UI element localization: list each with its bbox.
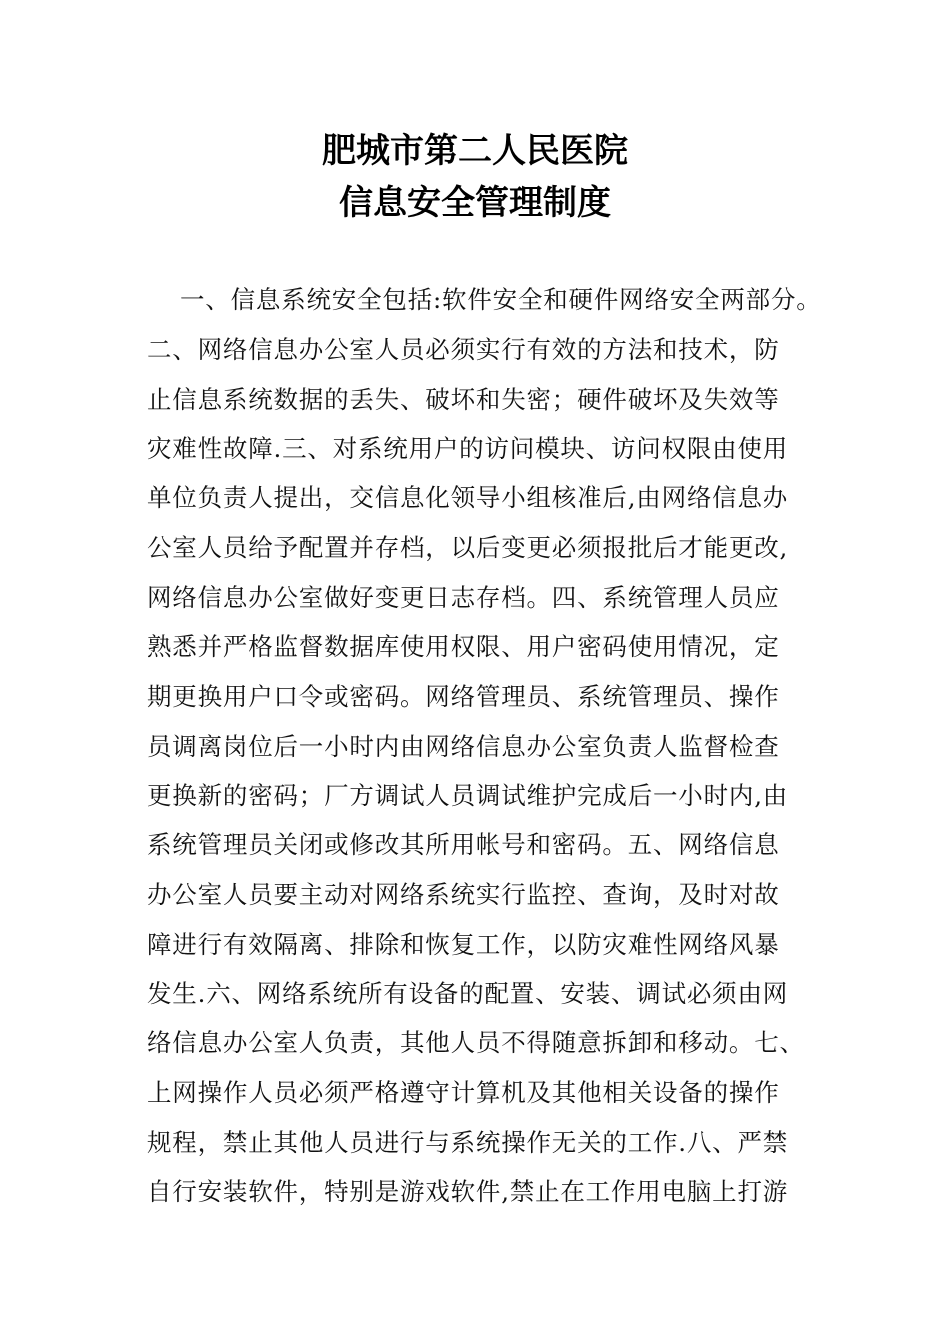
body-line: 期更换用户口令或密码。网络管理员、系统管理员、操作 (147, 682, 780, 711)
body-line: 二、网络信息办公室人员必须实行有效的方法和技术，防 (147, 335, 780, 364)
body-line: 上网操作人员必须严格遵守计算机及其他相关设备的操作 (147, 1078, 780, 1107)
body-line: 员调离岗位后一小时内由网络信息办公室负责人监督检查 (147, 732, 780, 761)
body-line: 一、信息系统安全包括:软件安全和硬件网络安全两部分。 (180, 285, 822, 314)
body-line: 办公室人员要主动对网络系统实行监控、查询，及时对故 (147, 880, 780, 909)
body-line: 发生.六、网络系统所有设备的配置、安装、调试必须由网 (147, 979, 789, 1008)
body-line: 更换新的密码；厂方调试人员调试维护完成后一小时内,由 (147, 781, 789, 810)
body-line: 止信息系统数据的丢失、破坏和失密；硬件破坏及失效等 (147, 385, 780, 414)
body-line: 络信息办公室人负责，其他人员不得随意拆卸和移动。七、 (147, 1028, 805, 1057)
body-line: 网络信息办公室做好变更日志存档。四、系统管理人员应 (147, 583, 780, 612)
body-line: 熟悉并严格监督数据库使用权限、用户密码使用情况，定 (147, 632, 780, 661)
body-line: 灾难性故障.三、对系统用户的访问模块、访问权限由使用 (147, 434, 789, 463)
body-line: 自行安装软件，特别是游戏软件,禁止在工作用电脑上打游 (147, 1177, 789, 1206)
document-title-line-1: 肥城市第二人民医院 (322, 131, 628, 171)
body-line: 公室人员给予配置并存档，以后变更必须报批后才能更改, (147, 533, 789, 562)
body-line: 障进行有效隔离、排除和恢复工作，以防灾难性网络风暴 (147, 930, 780, 959)
body-line: 单位负责人提出，交信息化领导小组核准后,由网络信息办 (147, 483, 789, 512)
body-line: 系统管理员关闭或修改其所用帐号和密码。五、网络信息 (147, 830, 780, 859)
document-title-line-2: 信息安全管理制度 (339, 183, 611, 223)
body-line: 规程，禁止其他人员进行与系统操作无关的工作.八、严禁 (147, 1128, 789, 1157)
